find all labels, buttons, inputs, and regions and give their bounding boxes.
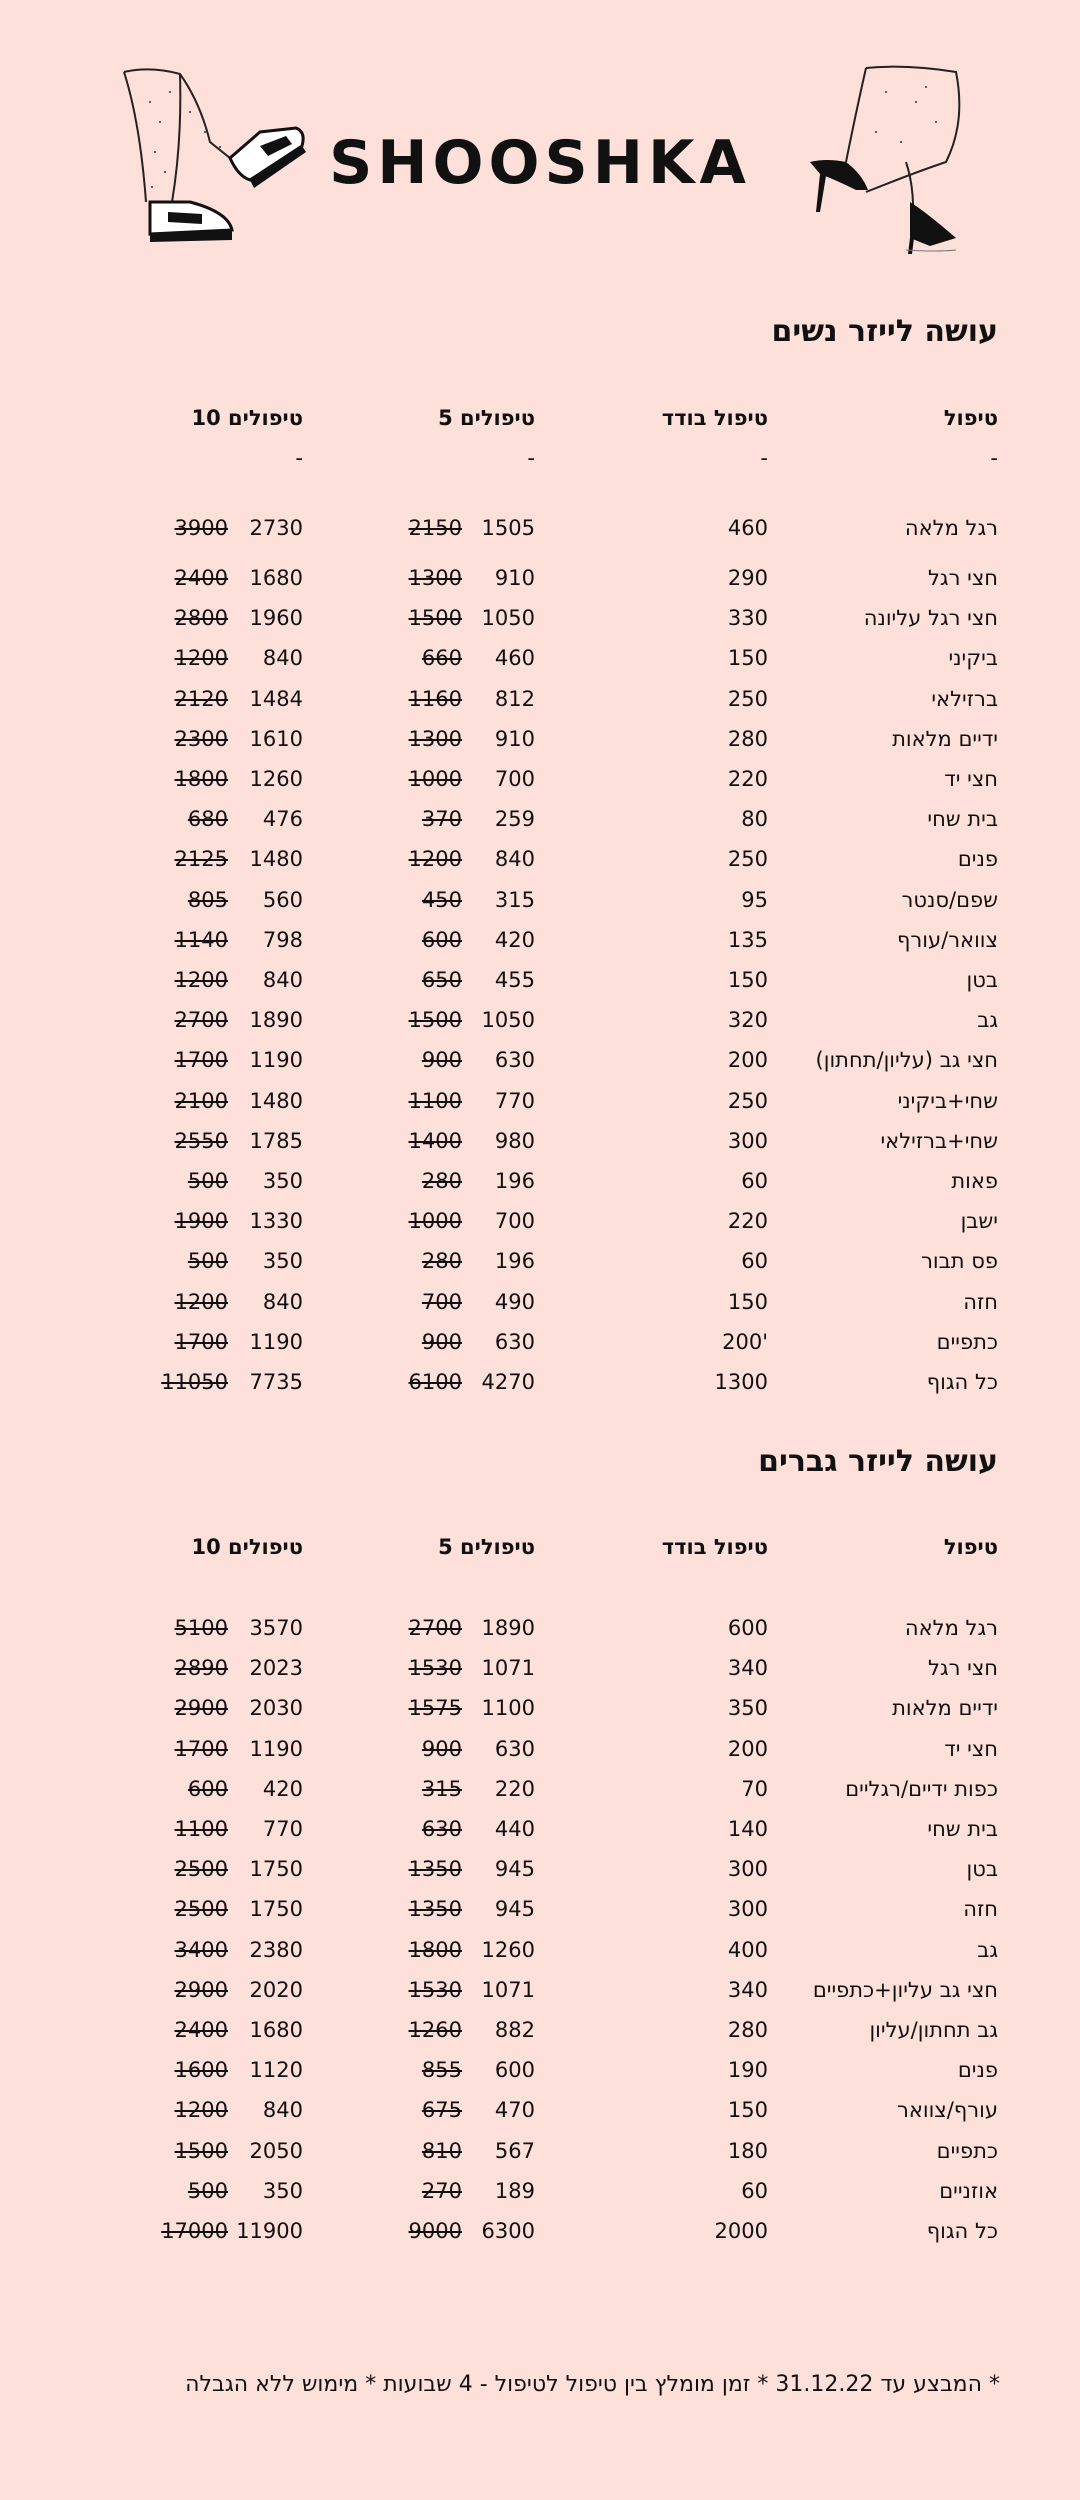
ten-price: 1480 (249, 1088, 303, 1113)
single-price: 250 (727, 686, 768, 711)
ten-price: 2020 (249, 1977, 303, 2002)
treatment-name: חצי רגל (928, 1656, 998, 1681)
legs-heels-illustration (806, 62, 976, 257)
five-original-price: 370 (421, 807, 462, 832)
single-price: 135 (727, 927, 768, 952)
table-row (0, 1040, 1080, 1080)
five-original-price: 1300 (408, 566, 462, 590)
five-price: 189 (494, 2178, 535, 2203)
five-price: 259 (494, 807, 535, 832)
header-treatment: טיפול (943, 406, 998, 430)
table-row (0, 638, 1080, 678)
five-original-price: 900 (421, 1048, 462, 1073)
treatment-name: חצי גב עליון+כתפיים (812, 1977, 998, 2002)
five-price: 1071 (481, 1656, 535, 1681)
five-price: 4270 (481, 1370, 535, 1394)
five-original-price: 315 (421, 1776, 462, 1801)
ten-original-price: 1200 (174, 1289, 228, 1314)
five-price: 490 (494, 1289, 535, 1314)
five-price: 910 (494, 726, 535, 751)
table-row (0, 719, 1080, 759)
five-original-price: 1000 (408, 767, 462, 791)
single-price: 70 (741, 1776, 768, 1801)
ten-original-price: 2125 (174, 847, 228, 872)
ten-price: 420 (262, 1776, 303, 1801)
dash: - (527, 446, 535, 470)
women-table-header (0, 398, 1080, 438)
ten-price: 770 (262, 1817, 303, 1841)
ten-price: 1680 (249, 566, 303, 590)
single-price: 250 (727, 1088, 768, 1113)
ten-price: 350 (262, 1249, 303, 1274)
table-row (0, 1688, 1080, 1728)
five-original-price: 1160 (408, 686, 462, 711)
five-price: 910 (494, 566, 535, 590)
treatment-name: פאות (951, 1169, 998, 1193)
footer-note: * המבצע עד 31.12.22 * זמן מומלץ בין טיפול לטיפול - 4 שבועות * מימוש ללא הגבלה (185, 2372, 1000, 2397)
treatment-name: כפות ידיים/רגליים (845, 1776, 998, 1801)
treatment-name: חזה (963, 1289, 998, 1314)
ten-price: 840 (262, 1289, 303, 1314)
five-price: 812 (494, 686, 535, 711)
ten-price: 2023 (249, 1656, 303, 1681)
ten-original-price: 500 (187, 1169, 228, 1193)
table-row (0, 598, 1080, 638)
treatment-name: רגל מלאה (904, 1616, 998, 1640)
single-price: 340 (727, 1656, 768, 1681)
single-price: 1300 (714, 1370, 768, 1394)
single-price: 80 (741, 807, 768, 832)
single-price: 2000 (714, 2219, 768, 2243)
single-price: 280 (727, 726, 768, 751)
five-price: 1890 (481, 1616, 535, 1640)
treatment-name: גב (977, 1937, 998, 1962)
single-price: 200 (727, 1736, 768, 1761)
five-original-price: 270 (421, 2178, 462, 2203)
ten-price: 350 (262, 2178, 303, 2203)
ten-price: 3570 (249, 1616, 303, 1640)
five-original-price: 2700 (408, 1616, 462, 1640)
dash: - (760, 446, 768, 470)
treatment-name: פנים (957, 847, 998, 872)
single-price: 400 (727, 1937, 768, 1962)
table-row (0, 1769, 1080, 1809)
five-price: 220 (494, 1776, 535, 1801)
five-original-price: 2150 (408, 516, 462, 540)
table-row (0, 2171, 1080, 2211)
ten-price: 1785 (249, 1128, 303, 1153)
five-original-price: 6100 (408, 1370, 462, 1394)
ten-original-price: 2300 (174, 726, 228, 751)
ten-price: 1960 (249, 606, 303, 631)
single-price: 330 (727, 606, 768, 631)
five-original-price: 855 (421, 2058, 462, 2083)
table-row (0, 1282, 1080, 1322)
table-row (0, 1121, 1080, 1161)
ten-price: 1484 (249, 686, 303, 711)
treatment-name: עורף/צוואר (896, 2098, 998, 2123)
ten-price: 2730 (249, 516, 303, 540)
single-price: 150 (727, 2098, 768, 2123)
treatment-name: כתפיים (936, 2138, 998, 2163)
five-original-price: 650 (421, 968, 462, 992)
five-price: 630 (494, 1048, 535, 1073)
ten-original-price: 2900 (174, 1696, 228, 1721)
ten-original-price: 600 (187, 1776, 228, 1801)
ten-original-price: 2700 (174, 1008, 228, 1033)
treatment-name: ישבן (960, 1209, 998, 1234)
five-price: 420 (494, 927, 535, 952)
five-original-price: 900 (421, 1736, 462, 1761)
five-original-price: 675 (421, 2098, 462, 2123)
ten-original-price: 680 (187, 807, 228, 832)
ten-price: 1190 (249, 1048, 303, 1073)
ten-original-price: 11050 (161, 1370, 228, 1394)
treatment-name: חצי יד (944, 767, 998, 791)
treatment-name: גב (977, 1008, 998, 1033)
five-price: 945 (494, 1897, 535, 1922)
treatment-name: בית שחי (927, 807, 998, 832)
ten-price: 1480 (249, 847, 303, 872)
treatment-name: ידיים מלאות (892, 1696, 998, 1721)
table-row (0, 1081, 1080, 1121)
treatment-name: בטן (966, 1857, 998, 1882)
ten-price: 840 (262, 968, 303, 992)
ten-price: 2030 (249, 1696, 303, 1721)
table-row (0, 558, 1080, 598)
header-treatment: טיפול (943, 1535, 998, 1559)
ten-original-price: 1200 (174, 646, 228, 671)
five-original-price: 900 (421, 1329, 462, 1354)
five-price: 840 (494, 847, 535, 872)
ten-original-price: 1100 (174, 1817, 228, 1841)
table-row (0, 1000, 1080, 1040)
single-price: 250 (727, 847, 768, 872)
five-price: 470 (494, 2098, 535, 2123)
five-price: 882 (494, 2018, 535, 2042)
five-original-price: 280 (421, 1169, 462, 1193)
ten-original-price: 2800 (174, 606, 228, 631)
five-price: 1260 (481, 1937, 535, 1962)
ten-original-price: 805 (187, 887, 228, 912)
table-row (0, 880, 1080, 920)
ten-original-price: 1900 (174, 1209, 228, 1234)
treatment-name: חזה (963, 1897, 998, 1922)
five-original-price: 1000 (408, 1209, 462, 1234)
table-row (0, 2090, 1080, 2130)
ten-original-price: 2500 (174, 1897, 228, 1922)
treatment-name: חצי יד (944, 1736, 998, 1761)
five-original-price: 1200 (408, 847, 462, 872)
table-row (0, 1161, 1080, 1201)
table-row (0, 2050, 1080, 2090)
five-price: 196 (494, 1249, 535, 1274)
treatment-name: שפם/סנטר (901, 887, 998, 912)
ten-original-price: 1140 (174, 927, 228, 952)
table-row (0, 1930, 1080, 1970)
ten-price: 840 (262, 646, 303, 671)
single-price: 60 (741, 1249, 768, 1274)
treatment-name: כתפיים (936, 1329, 998, 1354)
five-original-price: 1575 (408, 1696, 462, 1721)
five-price: 460 (494, 646, 535, 671)
ten-price: 7735 (249, 1370, 303, 1394)
five-original-price: 660 (421, 646, 462, 671)
header (0, 0, 1080, 280)
table-row (0, 920, 1080, 960)
five-price: 700 (494, 1209, 535, 1234)
table-row (0, 839, 1080, 879)
five-price: 630 (494, 1736, 535, 1761)
treatment-name: בטן (966, 968, 998, 992)
header-five: 5 טיפולים (438, 1535, 535, 1559)
table-row (0, 1889, 1080, 1929)
treatment-name: כל הגוף (926, 2219, 998, 2243)
single-price: 60 (741, 2178, 768, 2203)
table-row (0, 2010, 1080, 2050)
five-original-price: 1500 (408, 1008, 462, 1033)
single-price: 60 (741, 1169, 768, 1193)
treatment-name: פס תבור (921, 1249, 998, 1274)
treatment-name: ידיים מלאות (892, 726, 998, 751)
five-original-price: 1260 (408, 2018, 462, 2042)
table-row (0, 1729, 1080, 1769)
header-single: טיפול בודד (661, 406, 768, 430)
single-price: 350 (727, 1696, 768, 1721)
single-price: 340 (727, 1977, 768, 2002)
single-price: 140 (727, 1817, 768, 1841)
men-section-title: עושה לייזר גברים (758, 1444, 998, 1479)
single-price: 150 (727, 968, 768, 992)
five-price: 700 (494, 767, 535, 791)
ten-original-price: 1700 (174, 1329, 228, 1354)
five-original-price: 700 (421, 1289, 462, 1314)
table-row (0, 508, 1080, 548)
ten-original-price: 1200 (174, 968, 228, 992)
treatment-name: פנים (957, 2058, 998, 2083)
ten-price: 560 (262, 887, 303, 912)
five-original-price: 1530 (408, 1977, 462, 2002)
treatment-name: כל הגוף (926, 1370, 998, 1394)
brand-logo: SHOOSHKA (329, 128, 751, 198)
table-row (0, 1849, 1080, 1889)
women-table-dashes (0, 438, 1080, 478)
five-original-price: 600 (421, 927, 462, 952)
single-price: 150 (727, 1289, 768, 1314)
five-original-price: 1800 (408, 1937, 462, 1962)
ten-price: 2380 (249, 1937, 303, 1962)
five-price: 196 (494, 1169, 535, 1193)
five-original-price: 1500 (408, 606, 462, 631)
five-price: 440 (494, 1817, 535, 1841)
five-original-price: 1100 (408, 1088, 462, 1113)
single-price: 300 (727, 1128, 768, 1153)
treatment-name: שחי+ברזילאי (880, 1128, 998, 1153)
table-row (0, 1648, 1080, 1688)
single-price: 280 (727, 2018, 768, 2042)
ten-price: 1120 (249, 2058, 303, 2083)
ten-price: 1330 (249, 1209, 303, 1234)
ten-original-price: 1200 (174, 2098, 228, 2123)
five-price: 567 (494, 2138, 535, 2163)
ten-original-price: 2100 (174, 1088, 228, 1113)
five-original-price: 1350 (408, 1857, 462, 1882)
ten-price: 476 (262, 807, 303, 832)
men-table-header (0, 1527, 1080, 1567)
treatment-name: חצי גב (עליון/תחתון) (815, 1048, 998, 1073)
table-row (0, 799, 1080, 839)
table-row (0, 1322, 1080, 1362)
table-row (0, 679, 1080, 719)
treatment-name: ביקיני (948, 646, 998, 671)
women-section-title: עושה לייזר נשים (771, 314, 998, 349)
table-row (0, 1362, 1080, 1402)
ten-price: 11900 (236, 2219, 303, 2243)
single-price: 200 (727, 1048, 768, 1073)
table-row (0, 1241, 1080, 1281)
dash: - (295, 446, 303, 470)
five-price: 455 (494, 968, 535, 992)
ten-original-price: 1500 (174, 2138, 228, 2163)
single-price: 320 (727, 1008, 768, 1033)
treatment-name: אוזניים (939, 2178, 998, 2203)
ten-price: 1260 (249, 767, 303, 791)
five-price: 1050 (481, 606, 535, 631)
five-original-price: 1400 (408, 1128, 462, 1153)
ten-original-price: 2900 (174, 1977, 228, 2002)
treatment-name: שחי+ביקיני (897, 1088, 998, 1113)
ten-original-price: 1700 (174, 1048, 228, 1073)
ten-original-price: 2500 (174, 1857, 228, 1882)
ten-original-price: 3400 (174, 1937, 228, 1962)
ten-original-price: 1800 (174, 767, 228, 791)
treatment-name: חצי רגל עליונה (863, 606, 998, 631)
treatment-name: חצי רגל (928, 566, 998, 590)
header-single: טיפול בודד (661, 1535, 768, 1559)
five-original-price: 1530 (408, 1656, 462, 1681)
five-original-price: 1350 (408, 1897, 462, 1922)
single-price: 220 (727, 1209, 768, 1234)
five-price: 1050 (481, 1008, 535, 1033)
table-row (0, 2131, 1080, 2171)
single-price: 150 (727, 646, 768, 671)
five-price: 770 (494, 1088, 535, 1113)
single-price: 190 (727, 2058, 768, 2083)
ten-original-price: 2890 (174, 1656, 228, 1681)
single-price: 600 (727, 1616, 768, 1640)
ten-original-price: 500 (187, 1249, 228, 1274)
ten-original-price: 2400 (174, 2018, 228, 2042)
header-ten: 10 טיפולים (191, 1535, 303, 1559)
five-original-price: 1300 (408, 726, 462, 751)
ten-original-price: 17000 (161, 2219, 228, 2243)
ten-original-price: 3900 (174, 516, 228, 540)
ten-price: 1190 (249, 1329, 303, 1354)
five-price: 315 (494, 887, 535, 912)
ten-original-price: 2550 (174, 1128, 228, 1153)
single-price: 95 (741, 887, 768, 912)
ten-price: 1190 (249, 1736, 303, 1761)
five-price: 6300 (481, 2219, 535, 2243)
five-price: 630 (494, 1329, 535, 1354)
single-price: 300 (727, 1897, 768, 1922)
ten-price: 798 (262, 927, 303, 952)
table-row (0, 1809, 1080, 1849)
ten-price: 350 (262, 1169, 303, 1193)
five-price: 1100 (481, 1696, 535, 1721)
five-price: 980 (494, 1128, 535, 1153)
single-price: 200' (722, 1329, 768, 1354)
dash: - (990, 446, 998, 470)
header-ten: 10 טיפולים (191, 406, 303, 430)
ten-price: 1890 (249, 1008, 303, 1033)
ten-original-price: 2120 (174, 686, 228, 711)
table-row (0, 1608, 1080, 1648)
table-row (0, 759, 1080, 799)
table-row (0, 2211, 1080, 2251)
table-row (0, 1970, 1080, 2010)
single-price: 220 (727, 767, 768, 791)
header-five: 5 טיפולים (438, 406, 535, 430)
five-price: 1071 (481, 1977, 535, 2002)
ten-original-price: 1600 (174, 2058, 228, 2083)
ten-price: 2050 (249, 2138, 303, 2163)
table-row (0, 1201, 1080, 1241)
treatment-name: גב תחתון/עליון (869, 2018, 998, 2042)
single-price: 460 (727, 516, 768, 540)
table-row (0, 960, 1080, 1000)
ten-original-price: 500 (187, 2178, 228, 2203)
ten-price: 1750 (249, 1897, 303, 1922)
five-price: 1505 (481, 516, 535, 540)
single-price: 180 (727, 2138, 768, 2163)
treatment-name: ברזילאי (931, 686, 998, 711)
five-original-price: 450 (421, 887, 462, 912)
five-price: 600 (494, 2058, 535, 2083)
treatment-name: בית שחי (927, 1817, 998, 1841)
single-price: 300 (727, 1857, 768, 1882)
treatment-name: רגל מלאה (904, 516, 998, 540)
five-original-price: 280 (421, 1249, 462, 1274)
five-price: 945 (494, 1857, 535, 1882)
ten-original-price: 5100 (174, 1616, 228, 1640)
five-original-price: 630 (421, 1817, 462, 1841)
five-original-price: 810 (421, 2138, 462, 2163)
treatment-name: צוואר/עורף (896, 927, 998, 952)
ten-price: 1610 (249, 726, 303, 751)
ten-original-price: 2400 (174, 566, 228, 590)
ten-price: 1680 (249, 2018, 303, 2042)
five-original-price: 9000 (408, 2219, 462, 2243)
ten-price: 1750 (249, 1857, 303, 1882)
single-price: 290 (727, 566, 768, 590)
ten-original-price: 1700 (174, 1736, 228, 1761)
ten-price: 840 (262, 2098, 303, 2123)
